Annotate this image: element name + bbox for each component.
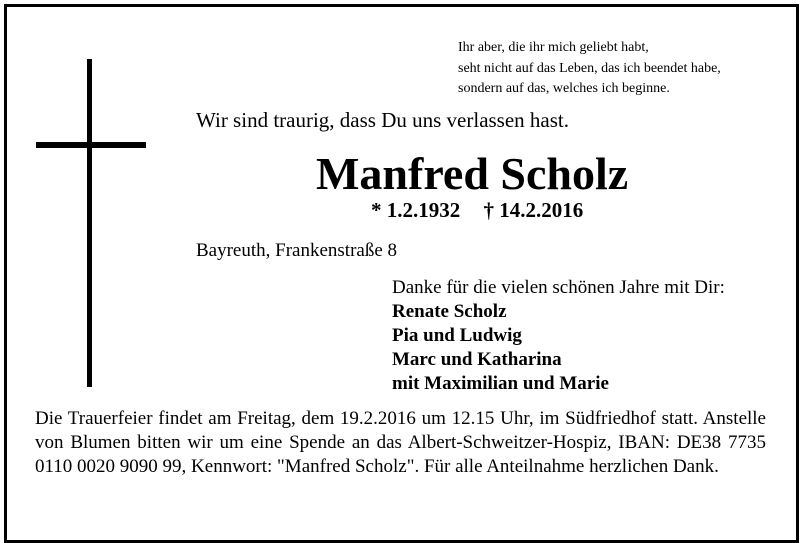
funeral-notice: Die Trauerfeier findet am Freitag, dem 19.2.2016 um 12.15 Uhr, im Südfriedhof statt. Anstelle von Blumen bitten wir um eine Spende an das Albert-Schweitzer-Hospiz, IBAN: DE38 7735 0110 0020 9090 99, Kennwort: "Manfred Scholz". Für alle Anteilnahme herzlichen Dank. <box>35 408 766 477</box>
intro-text: Wir sind traurig, dass Du uns verlassen hast. <box>196 108 570 132</box>
family-member: Renate Scholz <box>392 301 507 322</box>
thanks-text: Danke für die vielen schönen Jahre mit Dir: <box>392 277 725 298</box>
poem-line: seht nicht auf das Leben, das ich beendet habe, <box>458 60 721 76</box>
birth-date: * 1.2.1932 <box>371 198 461 222</box>
poem-line: Ihr aber, die ihr mich geliebt habt, <box>458 40 649 55</box>
family-member: mit Maximilian und Marie <box>392 373 609 394</box>
thanks-block <box>392 276 725 396</box>
family-member: Marc und Katharina <box>392 349 562 370</box>
family-member: Pia und Ludwig <box>392 325 522 346</box>
cross-vertical-bar <box>87 59 92 387</box>
cross-horizontal-bar <box>36 142 146 148</box>
poem-line: sondern auf das, welches ich beginne. <box>458 81 670 96</box>
deceased-name: Manfred Scholz <box>316 148 629 199</box>
death-date: † 14.2.2016 <box>483 198 584 222</box>
life-dates <box>371 198 583 223</box>
poem-quote <box>458 38 721 100</box>
address: Bayreuth, Frankenstraße 8 <box>196 240 398 261</box>
